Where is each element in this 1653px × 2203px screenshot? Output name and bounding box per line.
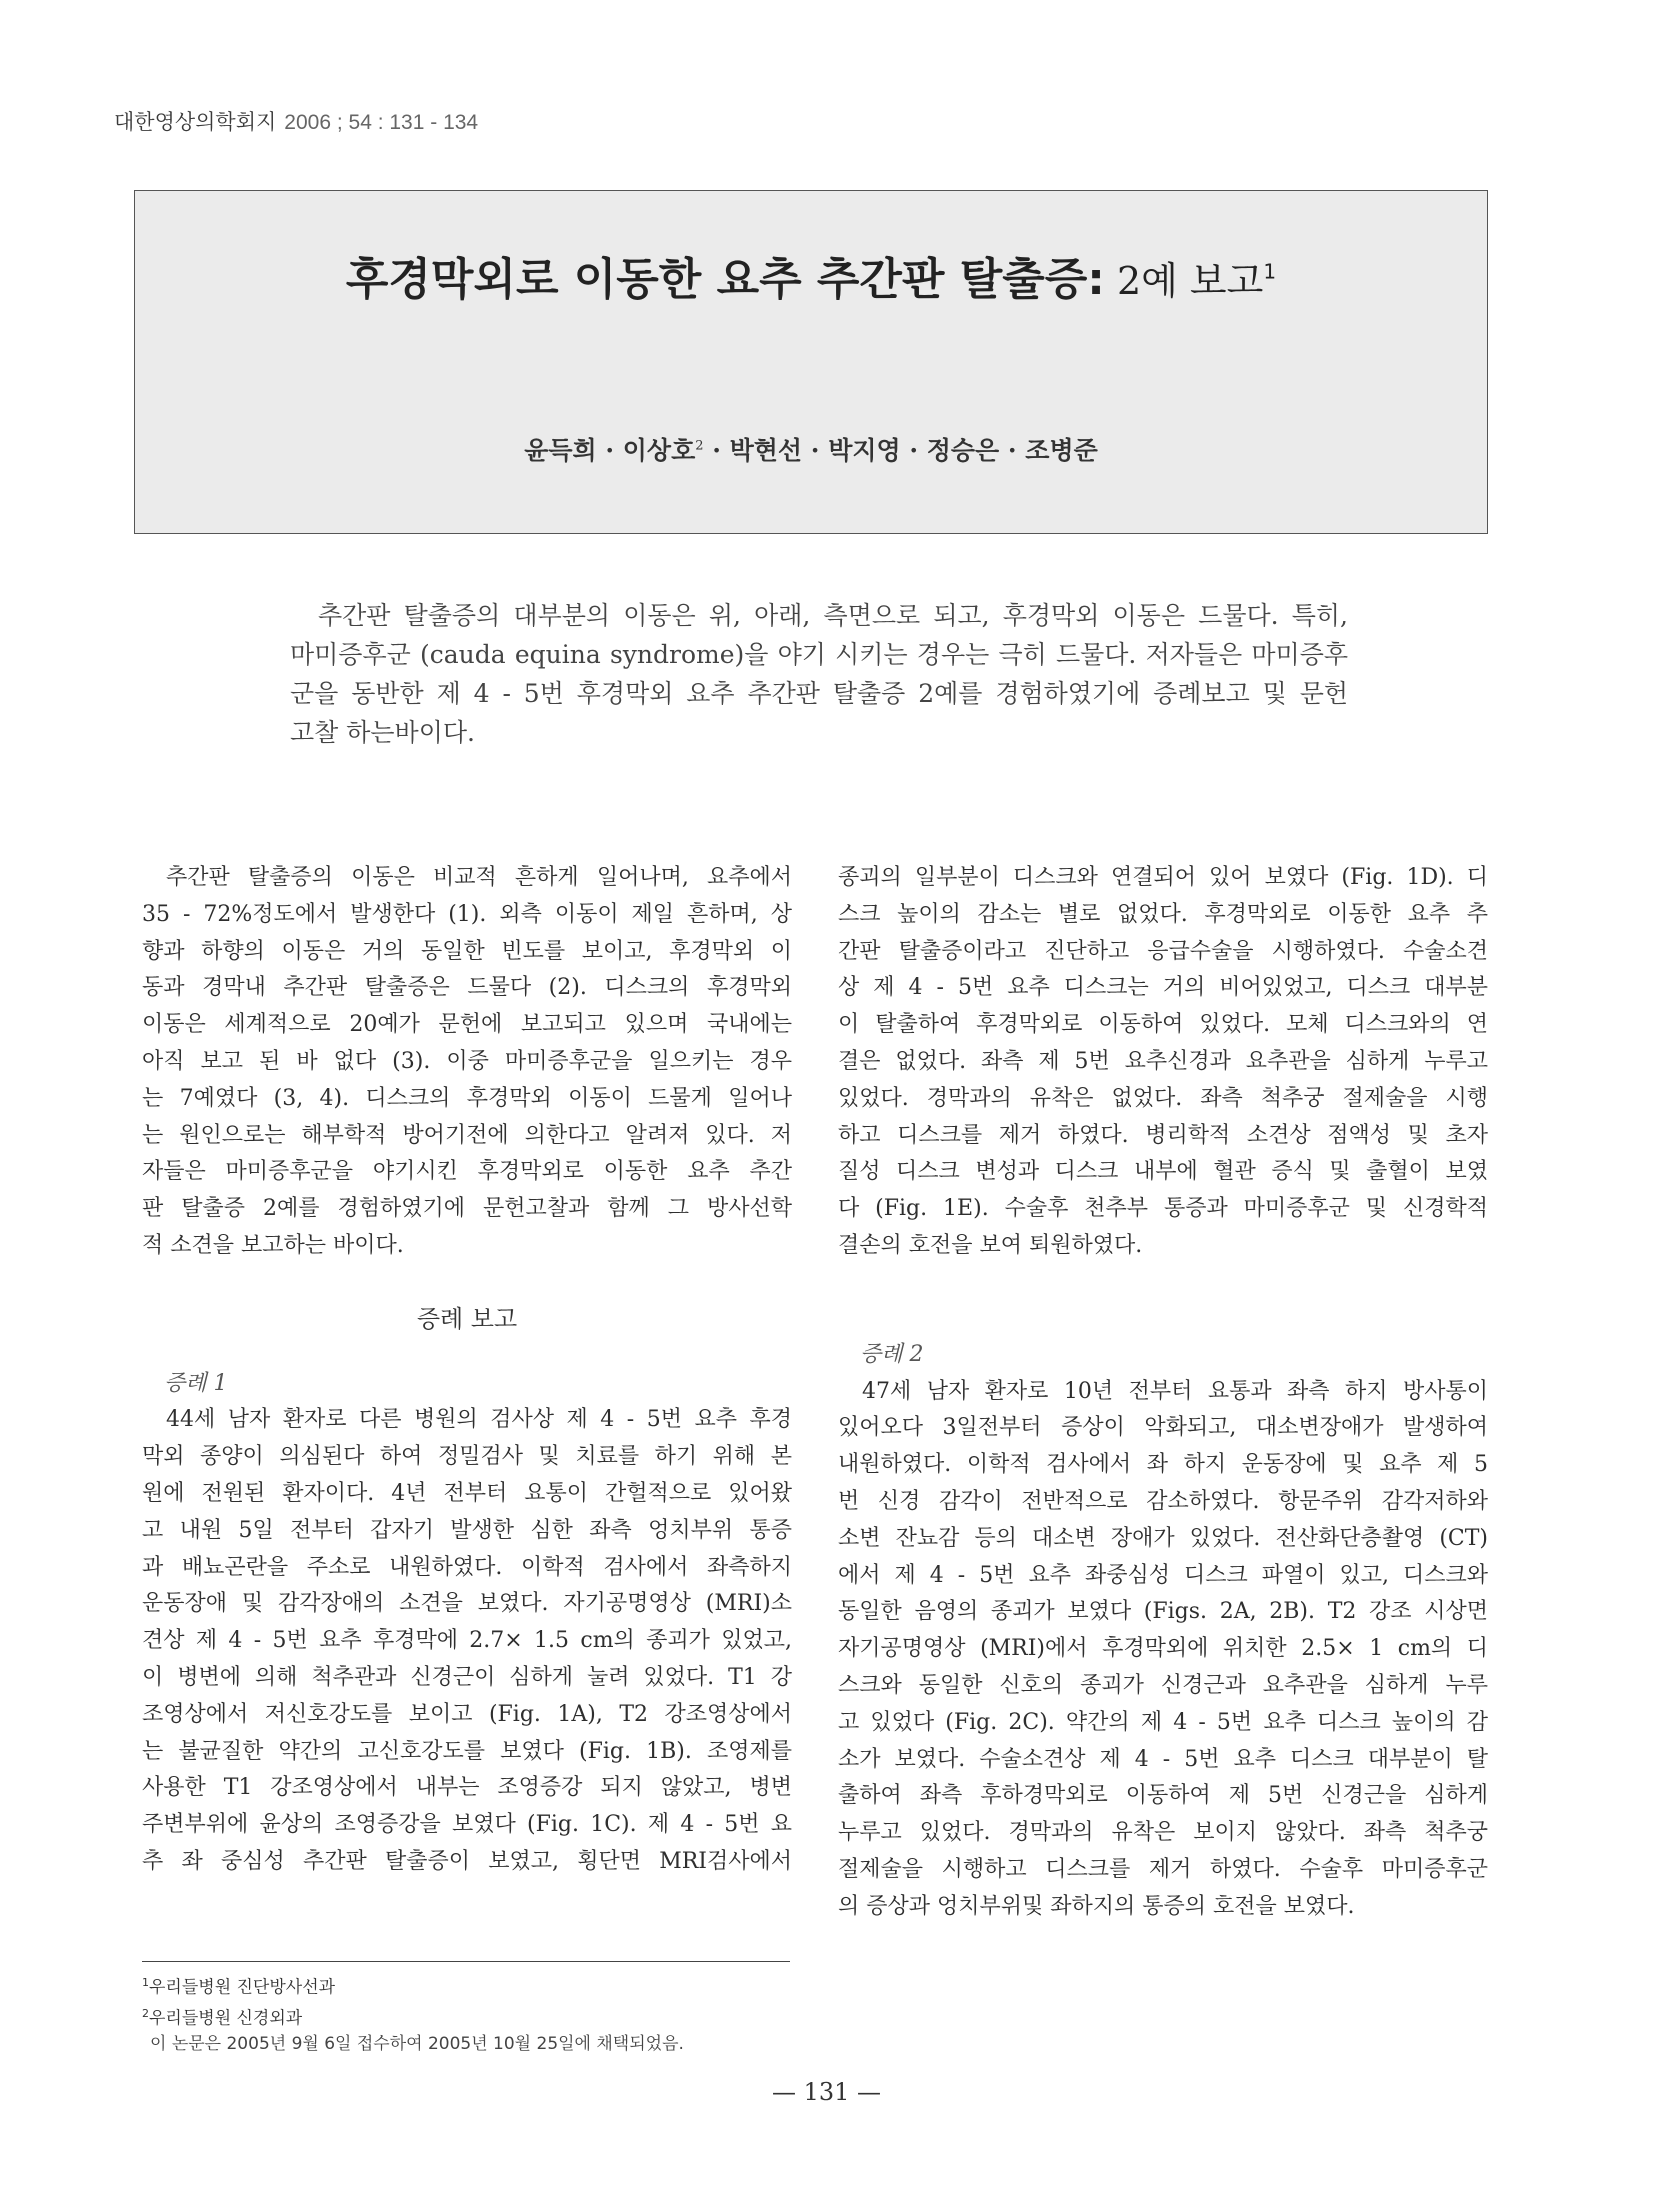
body-line: 종괴의 일부분이 디스크와 연결되어 있어 보였다 (Fig. 1D). 디 — [838, 865, 1488, 890]
body-line: 는 원인으로는 해부학적 방어기전에 의한다고 알려져 있다. 저 — [142, 1122, 792, 1148]
footnote-2 — [142, 2001, 684, 2032]
body-line: 이 병변에 의해 척추관과 신경근이 심하게 눌려 있었다. T1 강 — [142, 1664, 792, 1690]
body-line: 막외 종양이 의심된다 하여 정밀검사 및 치료를 하기 위해 본 — [142, 1444, 792, 1470]
body-line: 고 있었다 (Fig. 2C). 약간의 제 4 - 5번 요추 디스크 높이의 감 — [838, 1709, 1488, 1735]
received-note: 이 논문은 2005년 9월 6일 접수하여 2005년 10월 25일에 채택되었음. — [150, 2034, 684, 2055]
footnote-1 — [142, 1970, 684, 2001]
body-line: 번 신경 감각이 전반적으로 감소하였다. 항문주위 감각저하와 — [838, 1488, 1488, 1514]
body-line: 결손의 호전을 보여 퇴원하였다. — [838, 1232, 1143, 1258]
body-line: 44세 남자 환자로 다른 병원의 검사상 제 4 - 5번 요추 후경 — [166, 1407, 792, 1433]
body-line: 출하여 좌측 후하경막외로 이동하여 제 5번 신경근을 심하게 — [838, 1783, 1488, 1809]
body-line: 결은 없었다. 좌측 제 5번 요추신경과 요추관을 심하게 누루고 — [838, 1048, 1488, 1074]
body-line: 동일한 음영의 종괴가 보였다 (Figs. 2A, 2B). T2 강조 시상면 — [838, 1599, 1488, 1625]
case1-label: 증례 1 — [164, 1370, 228, 1396]
footnotes — [142, 1970, 684, 2057]
body-line: 간판 탈출증이라고 진단하고 응급수술을 시행하였다. 수술소견 — [838, 938, 1488, 964]
body-line: 는 불균질한 약간의 고신호강도를 보였다 (Fig. 1B). 조영제를 — [142, 1738, 792, 1764]
abstract — [290, 596, 1348, 752]
footnote-2-text: 우리들병원 신경외과 — [149, 2008, 303, 2029]
body-line: 내원하였다. 이학적 검사에서 좌 하지 운동장에 및 요추 제 5 — [838, 1452, 1488, 1478]
body-line: 의 증상과 엉치부위및 좌하지의 통증의 호전을 보였다. — [838, 1893, 1355, 1919]
footnote-1-text: 우리들병원 진단방사선과 — [149, 1977, 336, 1998]
right-column — [838, 860, 1488, 1926]
page-number: — 131 — — [771, 2078, 882, 2106]
body-line: 절제술을 시행하고 디스크를 제거 하였다. 수술후 마미증후군 — [838, 1856, 1488, 1882]
abstract-line: 마미증후군 (cauda equina syndrome)을 야기 시키는 경우는 극히 드물다. 저자들은 마미증후 — [290, 640, 1348, 669]
body-line: 소변 잔뇨감 등의 대소변 장애가 있었다. 전산화단층촬영 (CT) — [838, 1525, 1488, 1551]
body-line: 소가 보였다. 수술소견상 제 4 - 5번 요추 디스크 대부분이 탈 — [838, 1746, 1488, 1772]
body-line: 스크와 동일한 신호의 종괴가 신경근과 요추관을 심하게 누루 — [838, 1672, 1488, 1698]
author-footnote-mark: 2 — [695, 438, 704, 454]
body-line: 조영상에서 저신호강도를 보이고 (Fig. 1A), T2 강조영상에서 — [142, 1701, 792, 1727]
journal-name: 대한영상의학회지 — [114, 110, 277, 134]
section-title-case-report: 증례 보고 — [416, 1304, 518, 1333]
body-line: 있었다. 경막과의 유착은 없었다. 좌측 척추궁 절제술을 시행 — [838, 1085, 1488, 1111]
footnote-1-mark: 1 — [142, 1976, 149, 1989]
article-title — [135, 243, 1487, 307]
case2-label: 증례 2 — [860, 1341, 924, 1367]
body-line: 원에 전원된 환자이다. 4년 전부터 요통이 간헐적으로 있어왔 — [142, 1480, 792, 1506]
body-line: 있어오다 3일전부터 증상이 악화되고, 대소변장애가 발생하여 — [838, 1415, 1488, 1441]
body-line: 이동은 세계적으로 20예가 문헌에 보고되고 있으며 국내에는 — [142, 1012, 792, 1038]
body-line: 하고 디스크를 제거 하였다. 병리학적 소견상 점액성 및 초자 — [838, 1122, 1488, 1148]
authors-part1: 윤득희 · 이상호 — [524, 436, 696, 465]
left-column — [142, 860, 792, 1881]
body-line: 운동장애 및 감각장애의 소견을 보였다. 자기공명영상 (MRI)소 — [142, 1591, 792, 1617]
journal-header — [114, 106, 478, 136]
journal-citation: 2006 ; 54 : 131 - 134 — [284, 111, 479, 134]
body-line: 자기공명영상 (MRI)에서 후경막외에 위치한 2.5× 1 cm의 디 — [838, 1636, 1488, 1662]
body-line: 35 - 72%정도에서 발생한다 (1). 외측 이동이 제일 흔하며, 상 — [142, 901, 792, 927]
abstract-line: 군을 동반한 제 4 - 5번 후경막외 요추 추간판 탈출증 2예를 경험하였기에 증례보고 및 문헌 — [290, 679, 1348, 708]
body-line: 상 제 4 - 5번 요추 디스크는 거의 비어있었고, 디스크 대부분 — [838, 975, 1488, 1001]
body-line: 적 소견을 보고하는 바이다. — [142, 1232, 404, 1258]
article-title-sub: 2예 보고 — [1104, 259, 1264, 303]
article-title-main: 후경막외로 이동한 요추 추간판 탈출증: — [345, 254, 1105, 305]
footnote-2-mark: 2 — [142, 2006, 149, 2020]
body-line: 스크 높이의 감소는 별로 없었다. 후경막외로 이동한 요추 추 — [838, 901, 1488, 927]
authors-part2: · 박현선 · 박지영 · 정승은 · 조병준 — [703, 436, 1098, 465]
body-line: 는 7예였다 (3, 4). 디스크의 후경막외 이동이 드물게 일어나 — [142, 1085, 792, 1111]
abstract-line: 추간판 탈출증의 대부분의 이동은 위, 아래, 측면으로 되고, 후경막외 이동은 드물다. 특히, — [318, 601, 1348, 630]
body-line: 향과 하향의 이동은 거의 동일한 빈도를 보이고, 후경막외 이 — [142, 938, 792, 964]
body-line: 질성 디스크 변성과 디스크 내부에 혈관 증식 및 출혈이 보였 — [838, 1159, 1488, 1185]
body-line: 추 좌 중심성 추간판 탈출증이 보였고, 횡단면 MRI검사에서 — [142, 1848, 792, 1874]
body-line: 주변부위에 윤상의 조영증강을 보였다 (Fig. 1C). 제 4 - 5번 요 — [142, 1812, 792, 1838]
body-line: 에서 제 4 - 5번 요추 좌중심성 디스크 파열이 있고, 디스크와 — [838, 1562, 1488, 1588]
body-line: 누루고 있었다. 경막과의 유착은 보이지 않았다. 좌측 척추궁 — [838, 1820, 1488, 1846]
author-list — [135, 431, 1487, 467]
body-line: 견상 제 4 - 5번 요추 후경막에 2.7× 1.5 cm의 종괴가 있었고, — [142, 1628, 792, 1654]
title-box — [134, 190, 1488, 534]
body-line: 자들은 마미증후군을 야기시킨 후경막외로 이동한 요추 추간 — [142, 1159, 792, 1185]
body-line: 동과 경막내 추간판 탈출증은 드물다 (2). 디스크의 후경막외 — [142, 975, 792, 1001]
body-line: 추간판 탈출증의 이동은 비교적 흔하게 일어나며, 요추에서 — [166, 865, 792, 890]
footnote-divider — [142, 1961, 790, 1962]
title-footnote-mark: 1 — [1263, 259, 1277, 284]
body-line: 이 탈출하여 후경막외로 이동하여 있었다. 모체 디스크와의 연 — [838, 1012, 1488, 1038]
body-line: 고 내원 5일 전부터 갑자기 발생한 심한 좌측 엉치부위 통증 — [142, 1517, 792, 1543]
abstract-line: 고찰 하는바이다. — [290, 718, 475, 747]
column-spacer — [838, 1265, 1488, 1337]
body-line: 47세 남자 환자로 10년 전부터 요통과 좌측 하지 방사통이 — [862, 1378, 1488, 1404]
body-line: 다 (Fig. 1E). 수술후 천추부 통증과 마미증후군 및 신경학적 — [838, 1196, 1488, 1222]
body-line: 과 배뇨곤란을 주소로 내원하였다. 이학적 검사에서 좌측하지 — [142, 1554, 792, 1580]
body-line: 사용한 T1 강조영상에서 내부는 조영증강 되지 않았고, 병변 — [142, 1775, 792, 1801]
body-line: 아직 보고 된 바 없다 (3). 이중 마미증후군을 일으키는 경우 — [142, 1048, 792, 1074]
body-line: 판 탈출증 2예를 경험하였기에 문헌고찰과 함께 그 방사선학 — [142, 1196, 792, 1222]
